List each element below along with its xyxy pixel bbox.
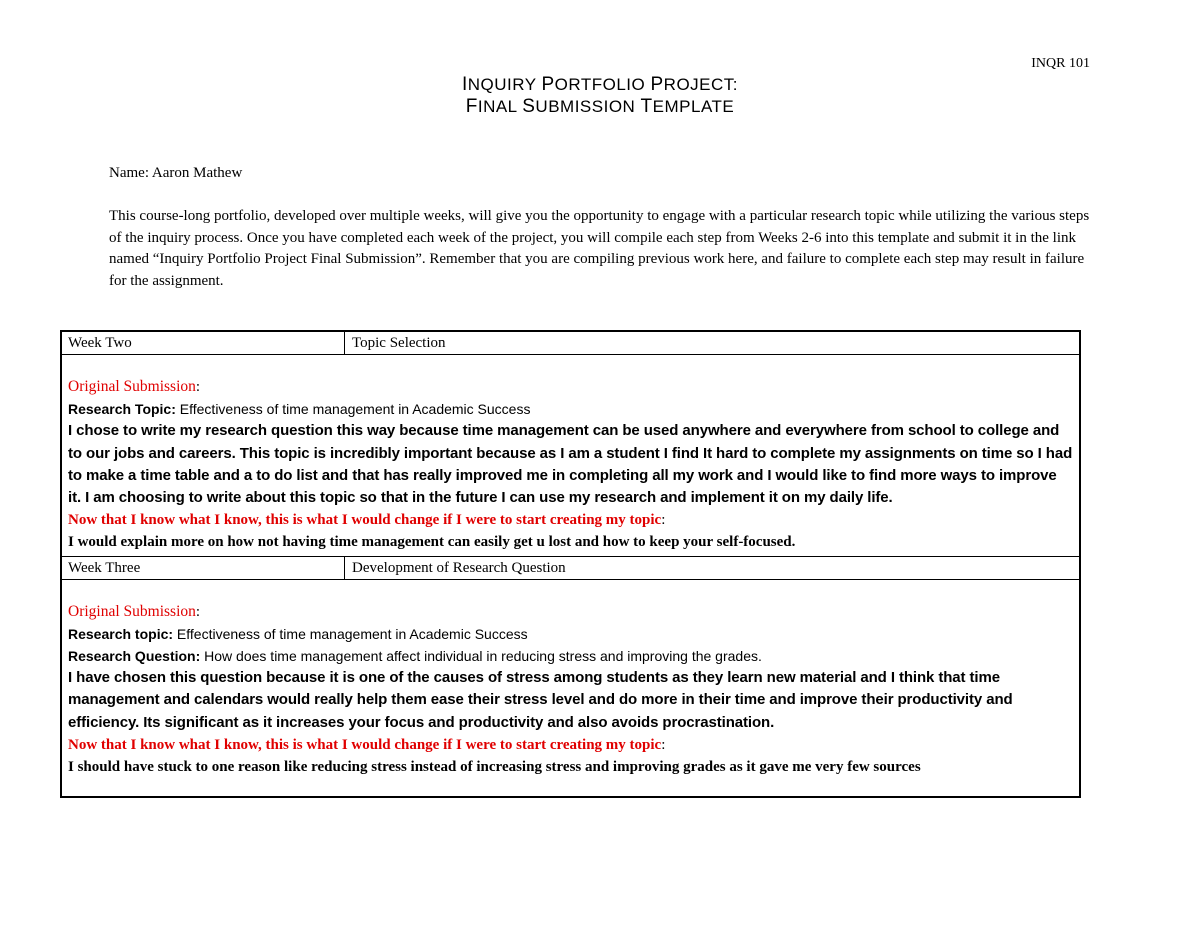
change-label: Now that I know what I know, this is what I would change if I were to start creating my topic: [68, 736, 662, 753]
week-two-header-row: [62, 332, 1079, 355]
change-label: Now that I know what I know, this is what I would change if I were to start creating my topic: [68, 512, 662, 529]
colon: :: [195, 379, 201, 395]
change-heading: [68, 509, 1073, 531]
title-text: UBMISSION: [535, 97, 641, 116]
stage-label: Development of Research Question: [352, 559, 566, 576]
title-initial: S: [522, 96, 536, 117]
original-submission-heading: [68, 601, 1073, 623]
research-topic-value: Effectiveness of time management in Academic Success: [175, 401, 531, 418]
original-submission-heading: [68, 376, 1073, 398]
research-topic-label: Research Topic:: [68, 401, 176, 418]
course-code: INQR 101: [1031, 56, 1090, 71]
colon: :: [661, 512, 666, 529]
week-three-body: [62, 580, 1079, 797]
title-text: NQUIRY: [467, 75, 542, 94]
title-text: INAL: [477, 97, 523, 116]
colon: :: [195, 603, 201, 620]
change-text: I should have stuck to one reason like reducing stress instead of increasing stress and improving grades as it gave me very few sources: [68, 759, 921, 776]
student-name: Name: Aaron Mathew: [109, 165, 243, 181]
intro-paragraph: This course-long portfolio, developed over multiple weeks, will give you the opportunity to engage with a particular research topic while utilizing the various steps of the inquiry process. Once you have completed each week of the project, you will compile each step from Weeks 2-6 into this template and submit it in the link named “Inquiry Portfolio Project Final Submission”. Remember that you are compiling previous work here, and failure to complete each step may result in failure for the assignment.: [109, 208, 1090, 289]
research-topic-line: [68, 623, 1073, 645]
question-rationale: I have chosen this question because it is one of the causes of stress among students as they learn new material and I think that time management and calendars would really help them ease their stress level and do more in their time and improve their productivity and efficiency. Its significant as it increases your focus and productivity and also avoids procrastination.: [68, 669, 1013, 731]
research-question-value: How does time management affect individual in reducing stress and improving the grades.: [200, 648, 762, 665]
research-question-line: [68, 645, 1073, 667]
title-initial: T: [640, 96, 653, 117]
title-initial: P: [650, 74, 664, 95]
page-title: [0, 74, 1200, 118]
week-label: Week Two: [62, 332, 345, 354]
title-text: EMPLATE: [652, 97, 735, 116]
title-initial: F: [465, 96, 478, 117]
original-submission-label: Original Submission: [68, 378, 196, 395]
research-question-label: Research Question:: [68, 648, 201, 665]
research-topic-value: Effectiveness of time management in Academic Success: [173, 625, 528, 642]
stage-label: Topic Selection: [352, 335, 446, 351]
title-text: ROJECT:: [663, 75, 739, 94]
title-text: ORTFOLIO: [554, 75, 651, 94]
week-two-body: [62, 355, 1079, 557]
research-topic-label: Research topic:: [68, 625, 174, 642]
title-line-2: [0, 96, 1200, 118]
research-topic-line: [68, 398, 1073, 420]
portfolio-table: [60, 330, 1081, 798]
week-three-header-row: [62, 557, 1079, 580]
title-initial: P: [541, 74, 555, 95]
original-submission-label: Original Submission: [68, 602, 196, 620]
week-label: Week Three: [62, 557, 345, 579]
colon: :: [661, 736, 666, 753]
change-heading: [68, 734, 1073, 756]
title-initial: I: [461, 74, 468, 95]
topic-rationale: I chose to write my research question this way because time management can be used anywhere and everywhere from school to college and to our jobs and careers. This topic is incredibly important because as I am a student I find It hard to complete my assignments on time so I had to make a time table and a to do list and that has really improved me in completing all my work and I would like to find more ways to improve it. I am choosing to write about this topic so that in the future I can use my research and implement it on my daily life.: [68, 422, 1073, 507]
title-line-1: [0, 74, 1200, 96]
change-text: I would explain more on how not having time management can easily get u lost and how to keep your self-focused.: [68, 534, 796, 551]
